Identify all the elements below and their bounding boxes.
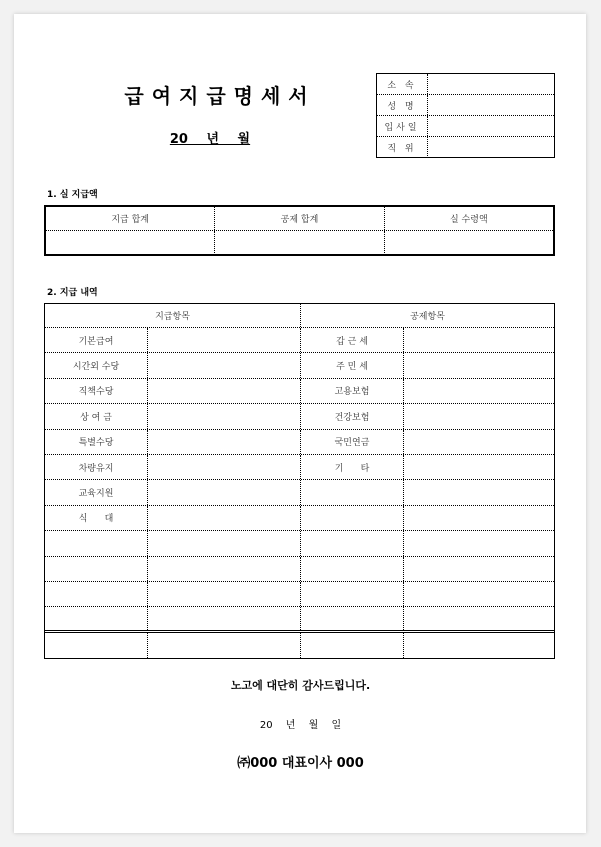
header-pay-items: 지급항목 <box>45 304 301 327</box>
thanks-message: 노고에 대단히 감사드립니다. <box>230 679 371 692</box>
deduction-item-label <box>301 582 404 606</box>
section2-title: 2. 지급 내역 <box>47 288 98 298</box>
total-row <box>45 633 554 658</box>
pay-amount-cell[interactable] <box>148 531 301 555</box>
info-label: 소 속 <box>377 74 428 94</box>
deduction-amount-cell[interactable] <box>404 328 554 352</box>
company-signature: ㈜000 대표이사 000 <box>237 756 364 771</box>
value-total-deduction[interactable] <box>215 231 384 255</box>
pay-item-label: 식 대 <box>45 506 148 530</box>
pay-item-label: 교육지원 <box>45 480 148 504</box>
deduction-amount-cell[interactable] <box>404 582 554 606</box>
info-row-name <box>377 95 554 116</box>
issue-date: 20 년 월 일 <box>259 720 342 731</box>
pay-amount-cell[interactable] <box>148 633 301 658</box>
info-value-position[interactable] <box>428 137 554 158</box>
pay-amount-cell[interactable] <box>148 379 301 403</box>
info-label: 성 명 <box>377 95 428 115</box>
value-total-pay[interactable] <box>46 231 215 255</box>
info-row-department <box>377 74 554 95</box>
employee-info-box <box>376 73 555 158</box>
header-total-pay: 지급 합계 <box>46 207 215 230</box>
info-label: 입사일 <box>377 116 428 136</box>
deduction-item-label: 건강보험 <box>301 404 404 428</box>
table-row <box>45 404 554 429</box>
pay-item-label: 특별수당 <box>45 430 148 454</box>
header-total-deduction: 공제 합계 <box>215 207 384 230</box>
pay-item-label: 상 여 금 <box>45 404 148 428</box>
table-row <box>45 607 554 632</box>
table-row <box>45 480 554 505</box>
table-row <box>45 353 554 378</box>
deduction-amount-cell[interactable] <box>404 557 554 581</box>
table-row <box>45 455 554 480</box>
pay-item-label: 기본급여 <box>45 328 148 352</box>
deduction-item-label: 갑 근 세 <box>301 328 404 352</box>
pay-item-label: 시간외 수당 <box>45 353 148 377</box>
deduction-amount-cell[interactable] <box>404 480 554 504</box>
deduction-amount-cell[interactable] <box>404 404 554 428</box>
pay-amount-cell[interactable] <box>148 480 301 504</box>
pay-item-label <box>45 582 148 606</box>
header-net-amount: 실 수령액 <box>450 215 488 225</box>
info-row-hire-date <box>377 116 554 137</box>
header-deduction-items: 공제항목 <box>410 312 445 322</box>
info-value-name[interactable] <box>428 95 554 115</box>
deduction-item-label: 고용보험 <box>301 379 404 403</box>
table-row <box>45 506 554 531</box>
deduction-item-label <box>301 506 404 530</box>
pay-amount-cell[interactable] <box>148 430 301 454</box>
pay-detail-table <box>44 303 555 659</box>
pay-amount-cell[interactable] <box>148 607 301 629</box>
value-net-amount[interactable] <box>385 231 553 255</box>
document-title: 급여지급명세서 <box>124 84 316 108</box>
deduction-item-label: 국민연금 <box>301 430 404 454</box>
deduction-amount-cell[interactable] <box>404 506 554 530</box>
net-pay-header-row <box>46 207 553 231</box>
pay-amount-cell[interactable] <box>148 404 301 428</box>
pay-amount-cell[interactable] <box>148 506 301 530</box>
table-row <box>45 430 554 455</box>
pay-item-label <box>45 531 148 555</box>
deduction-amount-cell[interactable] <box>404 430 554 454</box>
pay-item-label: 직책수당 <box>45 379 148 403</box>
pay-amount-cell[interactable] <box>148 328 301 352</box>
pay-amount-cell[interactable] <box>148 353 301 377</box>
net-pay-table <box>44 205 555 256</box>
table-row <box>45 379 554 404</box>
deduction-amount-cell[interactable] <box>404 633 554 658</box>
deduction-amount-cell[interactable] <box>404 607 554 629</box>
section1-title: 1. 실 지급액 <box>47 190 98 200</box>
pay-item-label: 차량유지 <box>45 455 148 479</box>
deduction-item-label <box>301 531 404 555</box>
deduction-amount-cell[interactable] <box>404 353 554 377</box>
deduction-amount-cell[interactable] <box>404 455 554 479</box>
table-row <box>45 557 554 582</box>
info-value-department[interactable] <box>428 74 554 94</box>
pay-detail-header-row <box>45 304 554 328</box>
document-period: 20 년 월 <box>169 132 251 147</box>
deduction-amount-cell[interactable] <box>404 379 554 403</box>
deduction-item-label <box>301 633 404 658</box>
deduction-item-label: 기 타 <box>301 455 404 479</box>
info-row-position <box>377 137 554 158</box>
info-label: 직 위 <box>377 137 428 158</box>
deduction-item-label <box>301 557 404 581</box>
deduction-amount-cell[interactable] <box>404 531 554 555</box>
table-row <box>45 582 554 607</box>
deduction-item-label <box>301 480 404 504</box>
pay-item-label <box>45 607 148 629</box>
net-pay-value-row <box>46 231 553 255</box>
info-value-hire-date[interactable] <box>428 116 554 136</box>
table-row <box>45 531 554 556</box>
deduction-item-label <box>301 607 404 629</box>
pay-amount-cell[interactable] <box>148 582 301 606</box>
deduction-item-label: 주 민 세 <box>301 353 404 377</box>
pay-amount-cell[interactable] <box>148 557 301 581</box>
pay-item-label <box>45 557 148 581</box>
pay-amount-cell[interactable] <box>148 455 301 479</box>
table-row <box>45 328 554 353</box>
pay-item-label <box>45 633 148 658</box>
